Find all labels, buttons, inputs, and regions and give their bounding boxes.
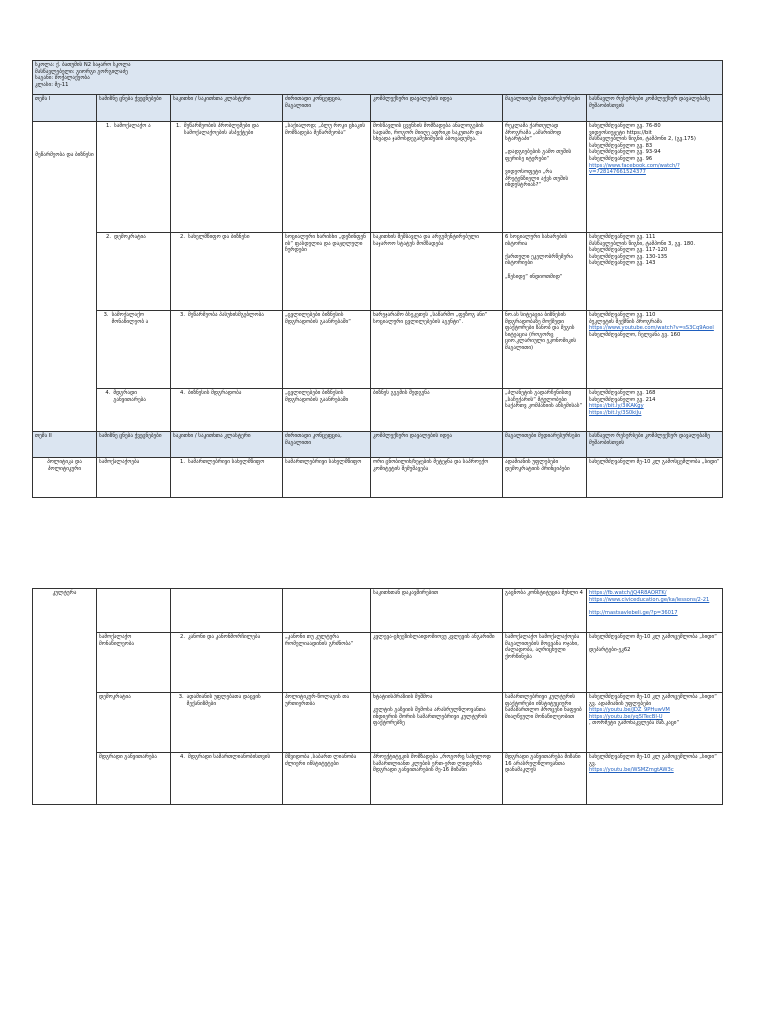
meta-block (33, 61, 723, 95)
concept-cell (97, 589, 171, 633)
key-question-cell (171, 589, 283, 633)
meta-teacher: მასწავლებელი: გიორგი გორგილაძე (35, 68, 128, 75)
header-cap: ძირითადი კონცეფცია, მაგალითი (283, 95, 371, 122)
complex-task-cell: საკითხის შეშბავლა და არგუმენტირებული საჯაროო სტატუს მომზადება (371, 233, 503, 311)
cap-cell: პოლიტიკურ-წოლაგის თა ურთიერთბა (283, 693, 371, 753)
resource-link[interactable]: https://youtu.be/yq5lTecBI-U (589, 713, 663, 720)
complex-task-cell: კვლევა-ცხეეზისლაიდომიოვუ კვლევის ანგარიში (371, 633, 503, 693)
resource-link[interactable]: https://youtu.be/WSMZmgtAW3c (589, 767, 674, 774)
complex-task-cell: ორი ცნობილიხ/ხეჯების მეტეჯნა და საპროექო კომიტეტის შემუშავება (371, 458, 503, 498)
cap-cell: სამართლებრივი სახელმწიფო (283, 458, 371, 498)
topic-cell: პოლიტიკა და პოლიტიკური (33, 458, 97, 498)
concept-cell: 1. სამოქალაქო ა (97, 122, 171, 233)
resources-cell: სახელმძღვანელო გვ. 111 მასწავლებლის წიგნი, ტამპონი 3, გვ. 180. სახელმძღვანელო გვ. 117-120 სახელმძღვანელო გვ. 130-135 სახელმძღვანელო გვ. 143 (587, 233, 723, 311)
key-question-cell: 1. მეწარმეობის პრობლემები და სამოქალაქოების ასპექტები (171, 122, 283, 233)
meta-school: სკოლა: ქ. ბათუმის N2 საჯარო სკოლა (35, 62, 131, 68)
header-resources: სასწავლო რესურსები კომპლექსურ დავალებაზე მუშაობისთვის (587, 95, 723, 122)
key-question-cell: 1. სამართლებრივი სახელმწიფო (171, 458, 283, 498)
key-question-cell: 3. ადამიანის უფლებათა დაცვის მექანიზმები (171, 693, 283, 753)
resource-link[interactable]: https://fb.watch/jQ4R8AORTK/ (589, 590, 667, 596)
resource-link[interactable]: http://mastsavlebeli.ge/?p=36017 (589, 609, 678, 616)
resources-cell: სახელმძღვანელო მე-10 კლ გამოცემლობა „სიდი“ გვ. ადამიანის უფლებები https://youtu.be/JDZ_9PHuwVM https://youtu.be/yq5lTecBI-U , თორმეტი გამონაკვლება მაზ.კაცი“ (587, 693, 723, 753)
materials-cell: ნო.ას სიტეაცია ბიზნესის მდგრადობაზე მოქმედი ფაქტორები ზანობ და მეგის სიტეაცია (როგორც ციო.კლარიული ეკონომიკის მაგალითი) (503, 311, 587, 389)
materials-cell: 6 სოციალური სახარების ისტორია ქართული ეკელობრწემერა ისტორიები „წესიდე“ ინდიოთმიდ“ (503, 233, 587, 311)
resources-cell: სახელმძღვანელო გვ. 76-80 ვიდეოსიუჟეტი https://bit მასწავლებლის წიგნი, ტამპონი 2, (გვ.175) სახელმძღვანელო გვ. 83 სახელმძღვანელო გვ. 93-94 სახელმძღვანელო გვ. 96 https://www.facebook.com/watch/?v=728147661524377 (587, 122, 723, 233)
key-question-cell: 2. სახელმწიფო და ბიზნესი (171, 233, 283, 311)
header-key-questions: საკითხი / საკითხთა კლასტერი (171, 95, 283, 122)
concept-cell: 4. მდგრადი განვითარება (97, 389, 171, 432)
header-complex-task: კომპლექსური დავალების იდეა (371, 432, 503, 458)
header-topic: თემა I (33, 95, 97, 122)
resource-link[interactable]: https://youtu.be/JDZ_9PHuwVM (589, 707, 670, 714)
table-row (33, 122, 723, 233)
materials-cell: „პლანეტის გადარჩენისთვ „საჩუქარის“ მტულობები საქართვ კომპანიის ანსემისას“ (503, 389, 587, 432)
concept-cell: მდგრადი განვითარება (97, 753, 171, 805)
table-row (33, 693, 723, 753)
complex-task-cell: ხტატიისპრაზიის მეშმოა კულტის გაზვიის შემოსა არასრულწლოვანთა ინდიერის შორის სამართლებრივი კულტურის ფაქტორებზე (371, 693, 503, 753)
concept-cell: 3. სამოქალაქო მონაწილეობ ა (97, 311, 171, 389)
concept-cell: სამოქალაქო მონაწილეობა (97, 633, 171, 693)
header-materials: მაგალითები მედიარესურსები (503, 432, 587, 458)
curriculum-table-page-1 (32, 60, 722, 498)
header-row-1 (33, 95, 723, 122)
header-resources: სასწავლო რესურსები კომპლექსურ დავალებაზე მუშაობისთვის (587, 432, 723, 458)
resource-link[interactable]: https://bit.ly/3iKAKgy (589, 403, 644, 410)
materials-cell: რეკლამა ქართულად პროგრამა „ამარიმოდ სტარტაპი“ „დადგიებების გამო თუშის ფერისე იტერები“ ვიდეოსოფეტი „რა პრეტენზიელი აქვს თუშის ინდუსტრიას?“ (503, 122, 587, 233)
complex-task-cell: საკითხთან დაკავშირებით (371, 589, 503, 633)
curriculum-table-page-2 (32, 588, 722, 805)
concept-cell: დემოკრატია (97, 693, 171, 753)
complex-task-cell: ბიზნეს გეგმის შედგენა (371, 389, 503, 432)
materials-cell: ადამიანის უფლებები დემოკრატიის პრინციპები (503, 458, 587, 498)
table-row (33, 233, 723, 311)
topic-cell: კულტურა (33, 589, 97, 805)
cap-cell (283, 589, 371, 633)
resource-link[interactable]: https://www.facebook.com/watch/?v=728147661524377 (589, 162, 680, 176)
header-complex-task: კომპლექსური დავალების იდეა (371, 95, 503, 122)
materials-cell: მდგრადი განვითარება მიზანი 16 არასრულწლოვანთა დანამაკლეს (503, 753, 587, 805)
complex-task-cell: მოსწავლის ცვენსის მომზადება ანალოგების სადამი, როგორ მიიღე აფრიკი საკუთარ და სხვადა ჯამოსდეგამენიშების აბოცადუმეა. (371, 122, 503, 233)
key-question-cell: 4. მდგრადი სამართლიანობისთვის (171, 753, 283, 805)
materials-cell: სამოქალაქო სამოქალაქოება მაგალითების მოცვანა ოჯახი, ძალადობა, აღრიცხული ქორწინება (503, 633, 587, 693)
header-cap: ძირითადი კონცეფცია, მაგალითი (283, 432, 371, 458)
resource-link[interactable]: https://bit.ly/3S0kiJu (589, 409, 642, 416)
concept-cell: 2. დემოკრატია (97, 233, 171, 311)
key-question-cell: 3. მეწარმეობა პასუხისმგებლობა (171, 311, 283, 389)
table-row (33, 589, 723, 633)
resource-link[interactable]: https://www.youtube.com/watch?v=sS3Cq9Aoel (589, 325, 714, 332)
cap-cell: „კანონი თუ კულტურა რომელიაადინის გრძნობა“ (283, 633, 371, 693)
resources-cell: სახელმძღვანელო მე-10 კლ გამოსცემლობა „სიდი“ (587, 458, 723, 498)
cap-cell: „ცვლილებები ბიზნესის მდგრადობის გაანრებაში“ (283, 311, 371, 389)
cap-cell: მშვიდობა ,საბართ ლიანობა ძლიერი ინსტიტუტები (283, 753, 371, 805)
cap-cell: სოციალური ხარისხი „დეზინფენ ის“ ფასდულია და დაჟღლული ჩურდები (283, 233, 371, 311)
resources-cell (587, 589, 723, 633)
table-row (33, 311, 723, 389)
meta-subject: საგანი: მოქალაქეობა (35, 75, 90, 82)
topic-cell: მეწარმეობა და ბიზნესი (33, 122, 97, 432)
header-topic: თემა II (33, 432, 97, 458)
materials-cell: სამართლებრივი კულტურის ფაქტორები ინსტიტუციური სამამართლო პროცესი ნაფეიბ მიაღწეული მონაწილეობით (503, 693, 587, 753)
resources-cell: სახელმძღვანელო მე-10 კლ გამოცემლობა „სიდი“ გვ. https://youtu.be/WSMZmgtAW3c (587, 753, 723, 805)
resources-cell: სახელმძღვანელო გვ. 168 სახელმძღვანელო გვ. 214 https://bit.ly/3iKAKgy https://bit.ly/3S0kiJu (587, 389, 723, 432)
materials-cell: გაცნობა კონსტიტუცია მუხლი 4 (503, 589, 587, 633)
header-concepts: სამიზნე ცნება ქვეცნებები (97, 432, 171, 458)
complex-task-cell: პროექტიტეკის მომზადება „როგორც სახელოდ სამართლიანთ კლუბის ერთ-ერთ ლიდერმა მდგრადი განვითარების მე-16 მიზანი (371, 753, 503, 805)
cap-cell: „საქიალოდ; „ბლუ როკი ცხაკის მომზადება მეწარმეობა“ (283, 122, 371, 233)
concept-cell: სამოქალაქოება (97, 458, 171, 498)
resource-link[interactable]: https://www.civiceducation.ge/ka/lessons/2-21 (589, 596, 710, 603)
key-question-cell: 2. კანონი და კანონმორჩილება (171, 633, 283, 693)
complex-task-cell: ხარეჯარამო ბსეკეთეს „საწარმო „ფეზოგ ანი“ სოციალური ცვლილებების აგენტი“. (371, 311, 503, 389)
cap-cell: „ცვლილებები ბიზნესის მდგრადობის გაანრებაში (283, 389, 371, 432)
header-materials: მაგალითები მედიარესურსები (503, 95, 587, 122)
resources-cell: სახელმძღვანელო გვ. 110 ბუკლეტის შექმნის პროგრამა https://www.youtube.com/watch?v=sS3Cq9Aoel სახელმძღვანელო, ჩელვანა გვ. 160 (587, 311, 723, 389)
key-question-cell: 4. ბიზნესის მდგრადობა (171, 389, 283, 432)
header-row-2 (33, 432, 723, 458)
resources-cell: სახელმძღვანელო მე-10 კლ გამოცემლობა „სიდი“ დეპარტები-ეკ62 (587, 633, 723, 693)
header-concepts: სამიზნე ცნება ქვეცნებები (97, 95, 171, 122)
meta-grade: კლასი: მე-11 (35, 81, 69, 88)
table-row (33, 389, 723, 432)
table-row (33, 753, 723, 805)
table-row (33, 633, 723, 693)
table-row (33, 458, 723, 498)
header-key-questions: საკითხი / საკითხთა კლასტერი (171, 432, 283, 458)
